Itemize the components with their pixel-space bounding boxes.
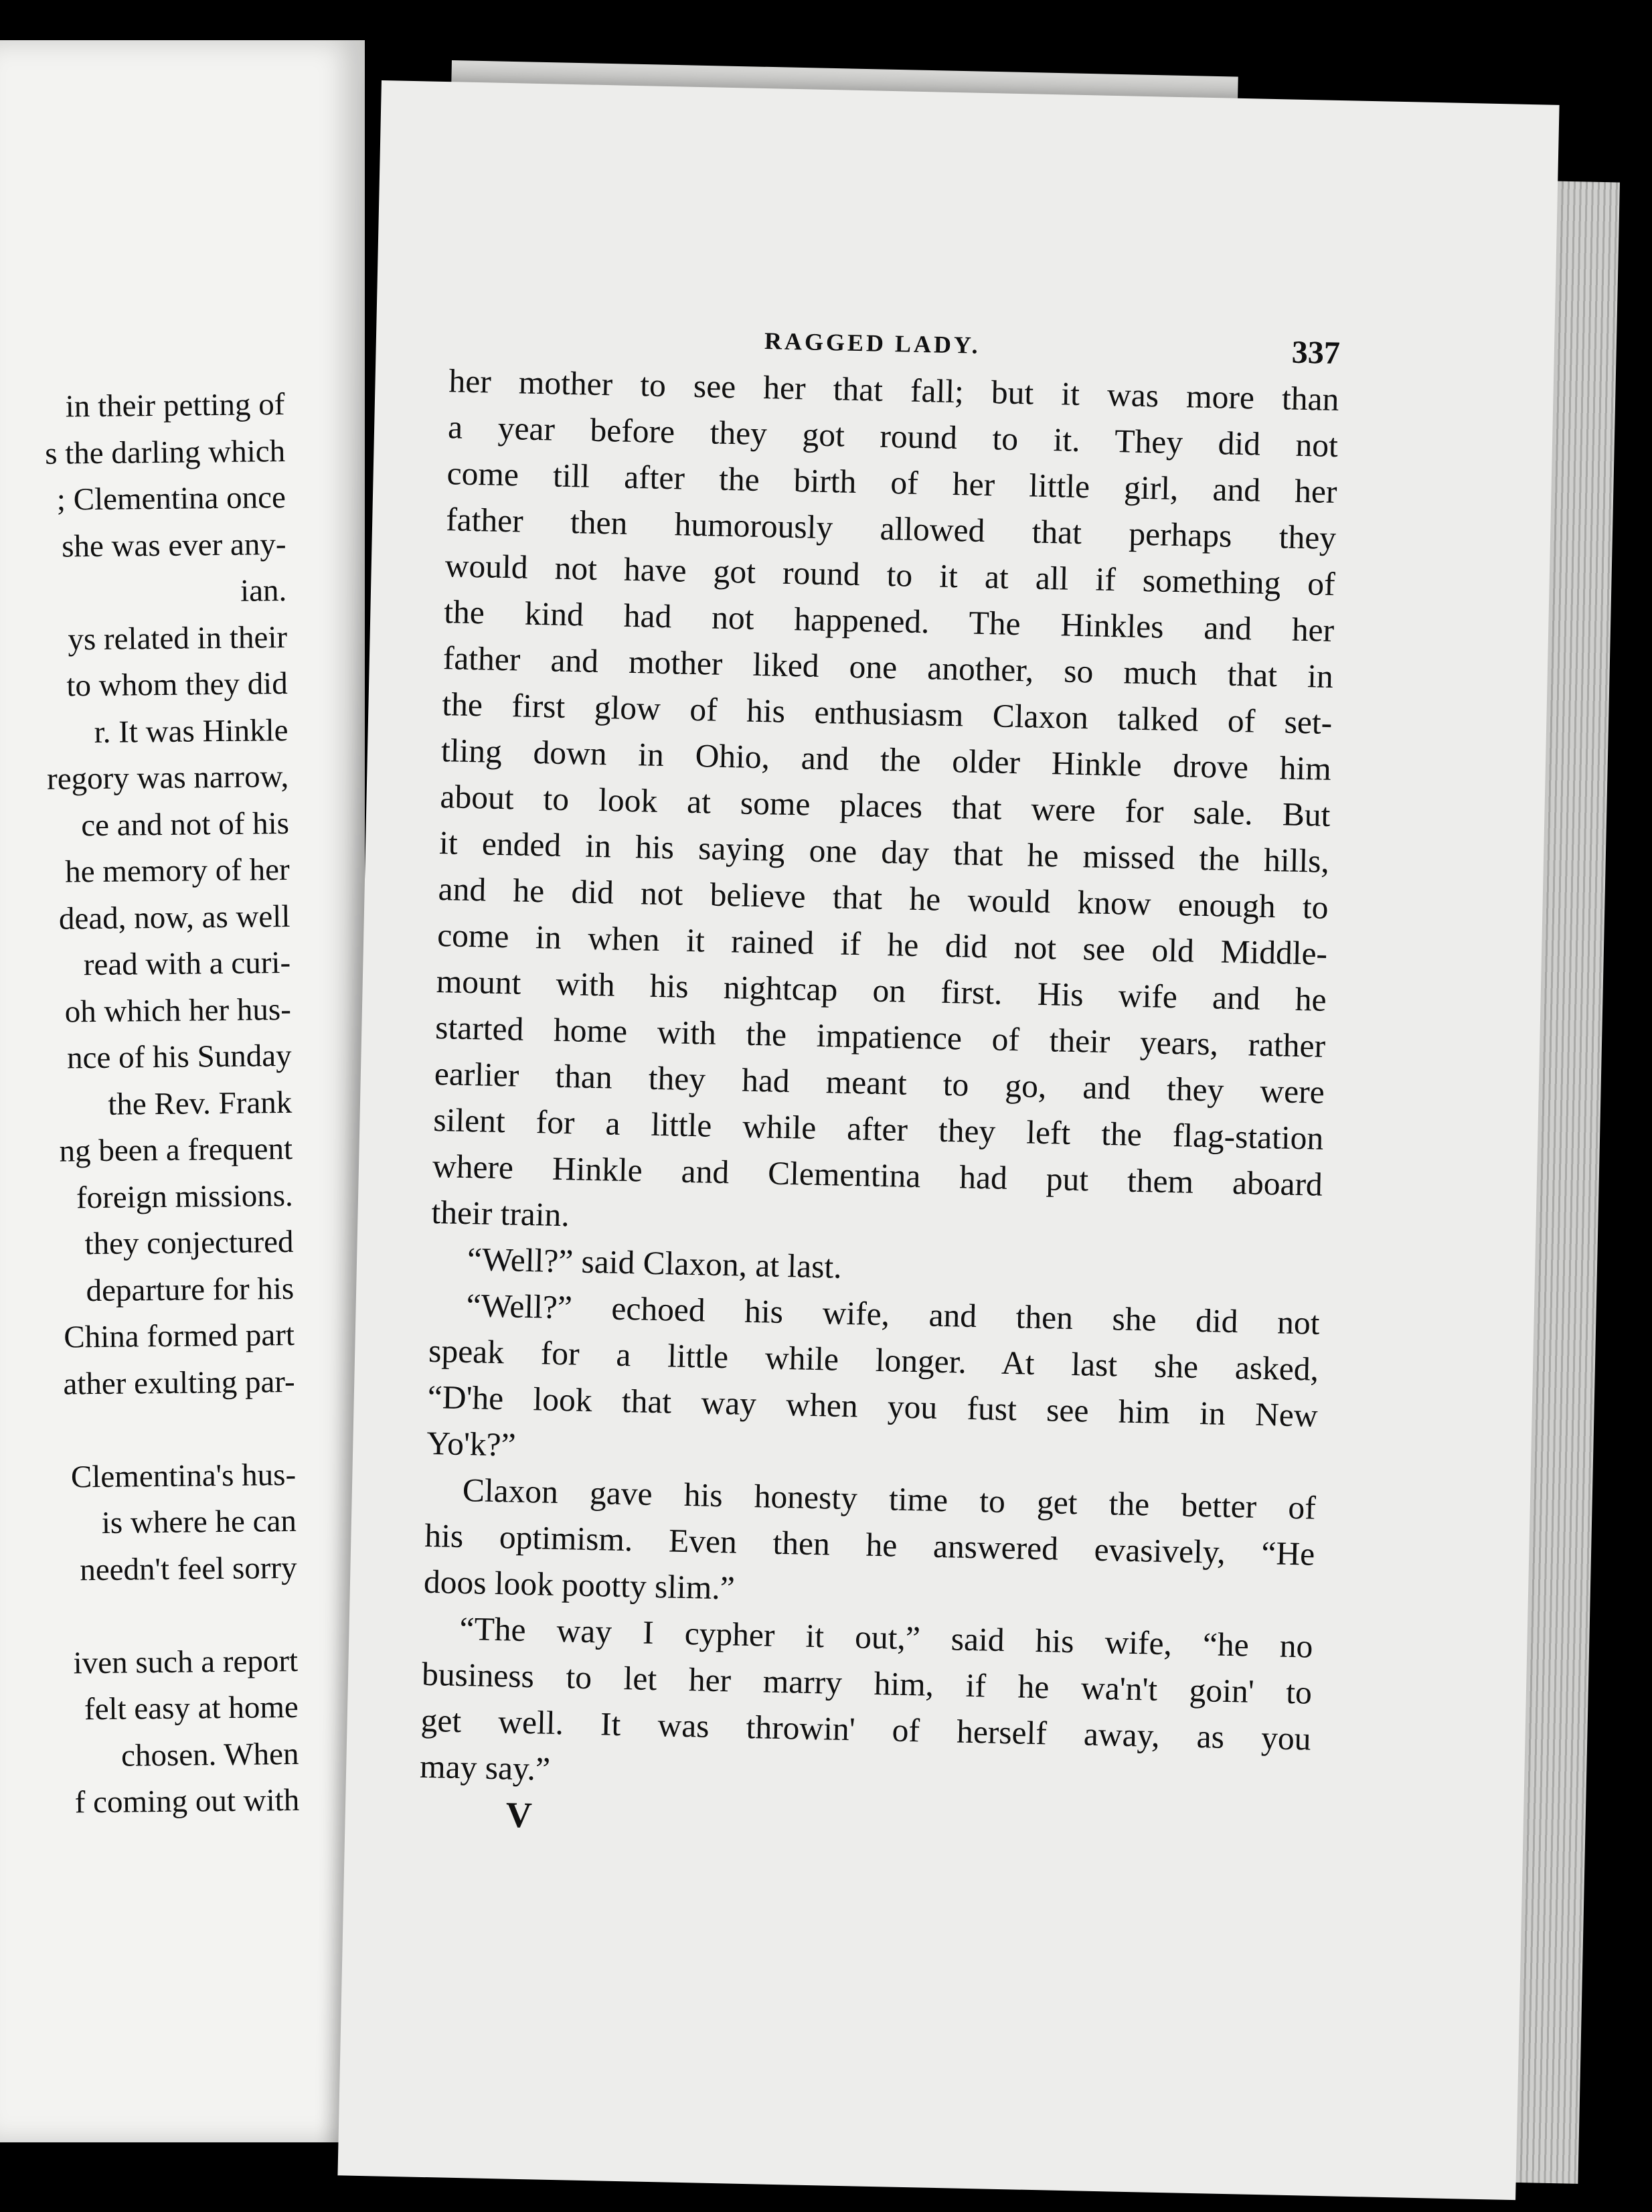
left-page-line: Clementina's hus- bbox=[70, 1457, 297, 1494]
left-page-line: they conjectured bbox=[84, 1224, 294, 1262]
left-page-line: he memory of her bbox=[64, 852, 290, 890]
text-line: started home with the impatience of their years, rather bbox=[434, 1008, 1326, 1064]
text-line: about to look at some places that were for sale. But bbox=[440, 778, 1331, 834]
text-line: business to let her marry him, if he wa'n't goin' to bbox=[421, 1655, 1313, 1711]
left-page-line: dead, now, as well bbox=[58, 898, 291, 937]
text-line: a year before they got round to it. They did not bbox=[447, 408, 1339, 465]
signature-mark: V bbox=[505, 1794, 533, 1836]
text-line: come till after the birth of her little girl, and her bbox=[446, 455, 1338, 511]
left-page-line: chosen. When bbox=[120, 1736, 299, 1773]
text-line: “Well?” echoed his wife, and then she did not bbox=[466, 1287, 1321, 1342]
text-line: doos look pootty slim.” bbox=[423, 1563, 736, 1607]
left-page-line: ian. bbox=[240, 572, 287, 609]
text-line: his optimism. Even then he answered evasively, “He bbox=[424, 1516, 1315, 1573]
left-page-line: ce and not of his bbox=[81, 805, 290, 843]
left-page-line: ; Clementina once bbox=[56, 479, 286, 518]
left-page-line: departure for his bbox=[86, 1271, 295, 1308]
left-page-line: nce of his Sunday bbox=[66, 1038, 292, 1076]
left-page-line: s the darling which bbox=[44, 433, 286, 471]
left-page-line: needn't feel sorry bbox=[80, 1550, 297, 1587]
text-line: come in when it rained if he did not see old Middle- bbox=[436, 917, 1328, 972]
left-page-line: ather exulting par- bbox=[63, 1364, 295, 1402]
page-number: 337 bbox=[1291, 334, 1341, 372]
left-page-line: is where he can bbox=[101, 1503, 297, 1540]
left-page-line: she was ever any- bbox=[61, 526, 286, 564]
left-page bbox=[0, 40, 365, 2142]
text-line: “D'he look that way when you fust see him in New bbox=[427, 1378, 1319, 1434]
text-line: where Hinkle and Clementina had put them aboard bbox=[432, 1147, 1323, 1203]
left-page-line: iven such a report bbox=[73, 1643, 299, 1680]
left-page-line: read with a curi- bbox=[83, 945, 291, 983]
text-line: would not have got round to it at all if something of bbox=[444, 547, 1336, 603]
text-line: may say.” bbox=[419, 1747, 551, 1788]
left-page-line: r. It was Hinkle bbox=[94, 712, 288, 750]
text-line: tling down in Ohio, and the older Hinkle drove him bbox=[440, 732, 1332, 787]
left-page-line: in their petting of bbox=[65, 386, 285, 424]
left-page-line: felt easy at home bbox=[84, 1689, 299, 1727]
text-line: their train. bbox=[431, 1193, 570, 1234]
left-page-line: China formed part bbox=[64, 1317, 295, 1355]
text-line: father and mother liked one another, so much that in bbox=[442, 639, 1334, 695]
text-line: mount with his nightcap on first. His wife and he bbox=[436, 963, 1327, 1018]
left-page-line: foreign missions. bbox=[76, 1178, 294, 1215]
left-page-line: ys related in their bbox=[68, 619, 288, 657]
left-page-line: f coming out with bbox=[74, 1782, 300, 1820]
text-line: Claxon gave his honesty time to get the better of bbox=[462, 1472, 1317, 1526]
text-line: the first glow of his enthusiasm Claxon talked of set- bbox=[441, 686, 1333, 741]
page-content bbox=[418, 316, 1340, 1852]
text-line: and he did not believe that he would know enough to bbox=[438, 870, 1329, 926]
text-line: the kind had not happened. The Hinkles and her bbox=[443, 593, 1335, 649]
text-line: her mother to see her that fall; but it was more than bbox=[448, 362, 1339, 418]
left-page-line: to whom they did bbox=[66, 665, 288, 704]
text-line: speak for a little while longer. At last she asked, bbox=[428, 1332, 1319, 1388]
text-line: silent for a little while after they left the flag-station bbox=[432, 1101, 1324, 1157]
left-page-line: the Rev. Frank bbox=[108, 1085, 293, 1122]
running-title: RAGGED LADY. bbox=[764, 327, 981, 359]
text-line: “The way I cypher it out,” said his wife, “he no bbox=[459, 1609, 1313, 1665]
text-line: it ended in his saying one day that he missed the hills, bbox=[438, 824, 1330, 880]
text-line: earlier than they had meant to go, and they were bbox=[434, 1054, 1325, 1111]
left-page-text bbox=[0, 382, 300, 1836]
text-line: Yo'k?” bbox=[426, 1424, 517, 1464]
text-line: “Well?” said Claxon, at last. bbox=[467, 1241, 843, 1285]
left-page-line: oh which her hus- bbox=[64, 992, 292, 1029]
text-line: get well. It was throwin' of herself away, as you bbox=[420, 1701, 1312, 1757]
left-page-line: ng been a frequent bbox=[59, 1131, 293, 1169]
text-line: father then humorously allowed that perhaps they bbox=[445, 501, 1337, 557]
body-text bbox=[420, 358, 1340, 1808]
left-page-line: regory was narrow, bbox=[46, 759, 289, 797]
right-page bbox=[337, 80, 1559, 2200]
